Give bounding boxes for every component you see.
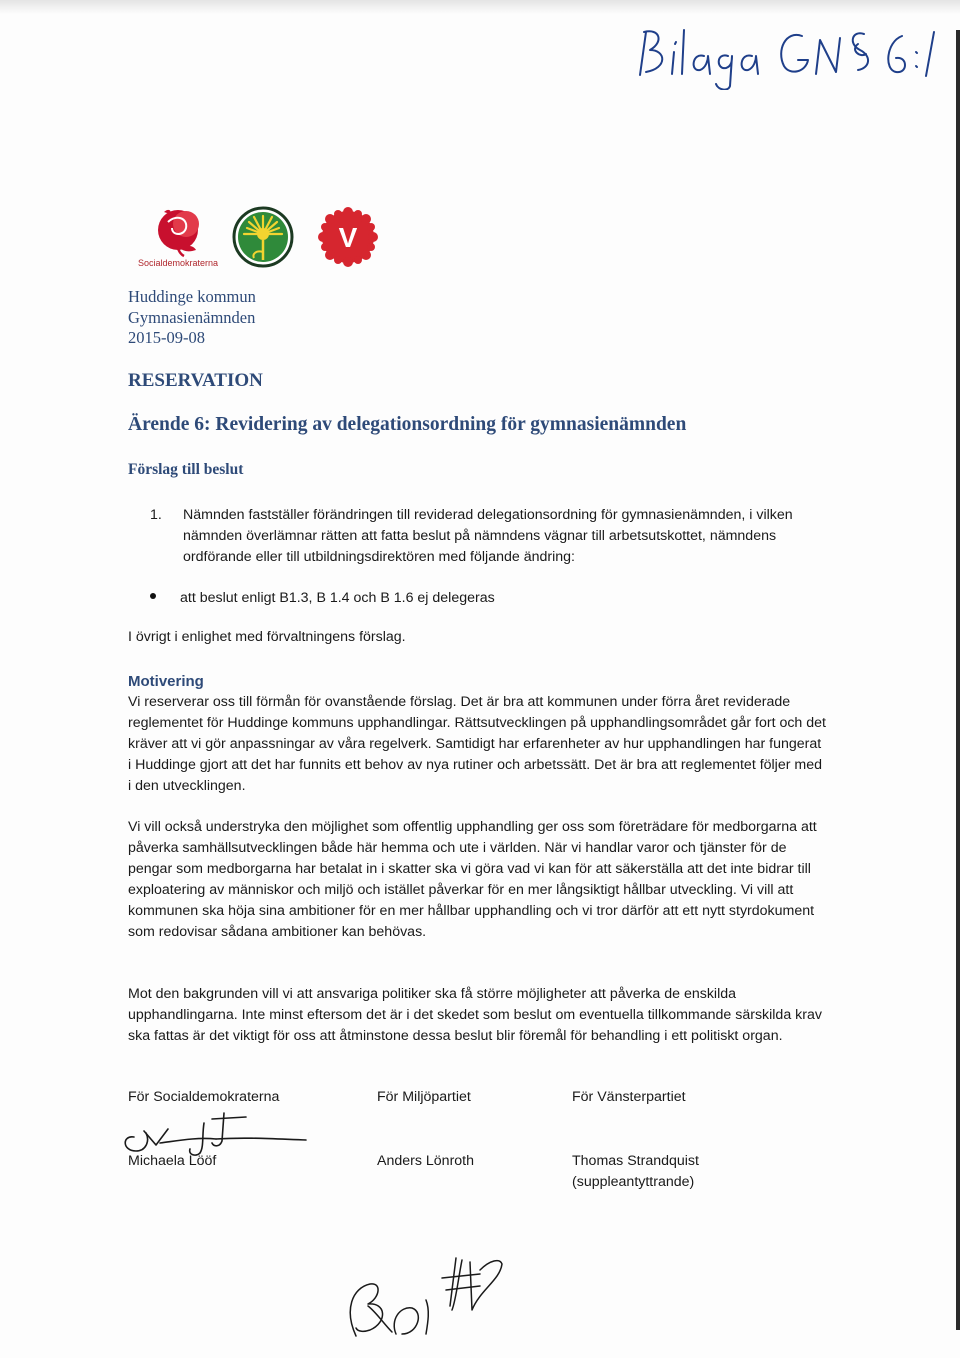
logo-label: Socialdemokraterna: [138, 258, 219, 268]
document-title: RESERVATION: [128, 370, 263, 391]
signature-party: För Vänsterpartiet: [572, 1089, 686, 1105]
motivation-paragraph-2: Vi vill också understryka den möjlighet som offentlig upphandling ger oss som företrädare för medborgarna att påverka samhällsutvecklingen både här hemma och ute i världen. När vi handlar varor och tjänster för de pengar som medborgarna har betalat in i skatter ska vi göra vad vi kan för att säkerställa att det inte bidrar till exploatering av människor och miljö och istället påverkar för en mer långsiktigt hållbar utveckling. Vi vill att kommunen ska höja sina ambitioner för en mer hållbar upphandling och vi tror därför att ett nytt styrdokument som redovisar sådana ambitioner kan behövas.: [128, 819, 817, 940]
signature-note: (suppleantyttrande): [572, 1174, 695, 1190]
signature-party: För Miljöpartiet: [377, 1089, 471, 1105]
proposal-item-text: Nämnden fastställer förändringen till reviderad delegationsordning för gymnasienämnden, i vilken nämnden överlämnar rätten att fatta beslut på nämndens vägnar till arbetsutskottet, nämndens ordförande eller till utbildningsdirektören med följande ändring:: [183, 507, 793, 565]
proposal-heading: Förslag till beslut: [128, 461, 244, 478]
motivation-paragraph-3: Mot den bakgrunden vill vi att ansvariga politiker ska få större möjligheter att påverka de enskilda upphandlingarna. Inte minst eftersom det är i det skedet som beslut om eventuella tillkommande särskilda krav ska fattas är det viktigt för oss att åtminstone dessa beslut blir föremål för behandling i ett politiskt organ.: [128, 986, 822, 1044]
proposal-bullet-text: att beslut enligt B1.3, B 1.4 och B 1.6 ej delegeras: [180, 590, 495, 606]
signature-name: Thomas Strandquist: [572, 1153, 699, 1169]
v-logo-letter: V: [338, 222, 358, 253]
handwritten-annotation: [620, 20, 940, 90]
proposal-item-number: 1.: [150, 507, 162, 523]
party-logos: [132, 198, 392, 278]
committee-name: Gymnasienämnden: [128, 307, 256, 327]
scan-right-edge: [956, 30, 960, 1330]
proposal-general: I övrigt i enlighet med förvaltningens förslag.: [128, 629, 406, 645]
handwritten-initials-icon: [330, 1250, 530, 1340]
motivation-paragraph-1: Vi reserverar oss till förmån för ovanstående förslag. Det är bra att kommunen under förra året reviderade reglementet för Huddinge kommuns upphandlingar. Rättsutvecklingen på upphandlingsområdet går fort och det kräver att vi gör anpassningar av våra regelverk. Samtidigt har erfarenheter av hur upphandlingen har fungerat i Huddinge gjort att det har funnits ett behov av nya rutiner och arbetssätt. Det är bra att reglementet följer med i den utvecklingen.: [128, 694, 826, 794]
proposal-bullet: [150, 590, 495, 606]
dandelion-logo-icon: [232, 206, 294, 268]
v-logo-icon: [317, 206, 379, 268]
signature-party: För Socialdemokraterna: [128, 1089, 280, 1105]
scan-edge-shadow: [0, 0, 960, 14]
signature-column: [128, 1087, 280, 1169]
signature-column: [572, 1087, 699, 1190]
handwritten-signature-icon: [116, 1107, 316, 1159]
motivation-heading: Motivering: [128, 673, 204, 690]
signature-column: [377, 1087, 475, 1169]
document-subject: Ärende 6: Revidering av delegationsordning för gymnasienämnden: [128, 414, 687, 435]
signature-name: Michaela Lööf: [128, 1153, 217, 1169]
document-header: [128, 287, 256, 349]
signature-name: Anders Lönroth: [377, 1153, 475, 1169]
document-date: 2015-09-08: [128, 328, 205, 347]
bullet-icon: [150, 593, 156, 599]
municipality-name: Huddinge kommun: [128, 287, 256, 306]
